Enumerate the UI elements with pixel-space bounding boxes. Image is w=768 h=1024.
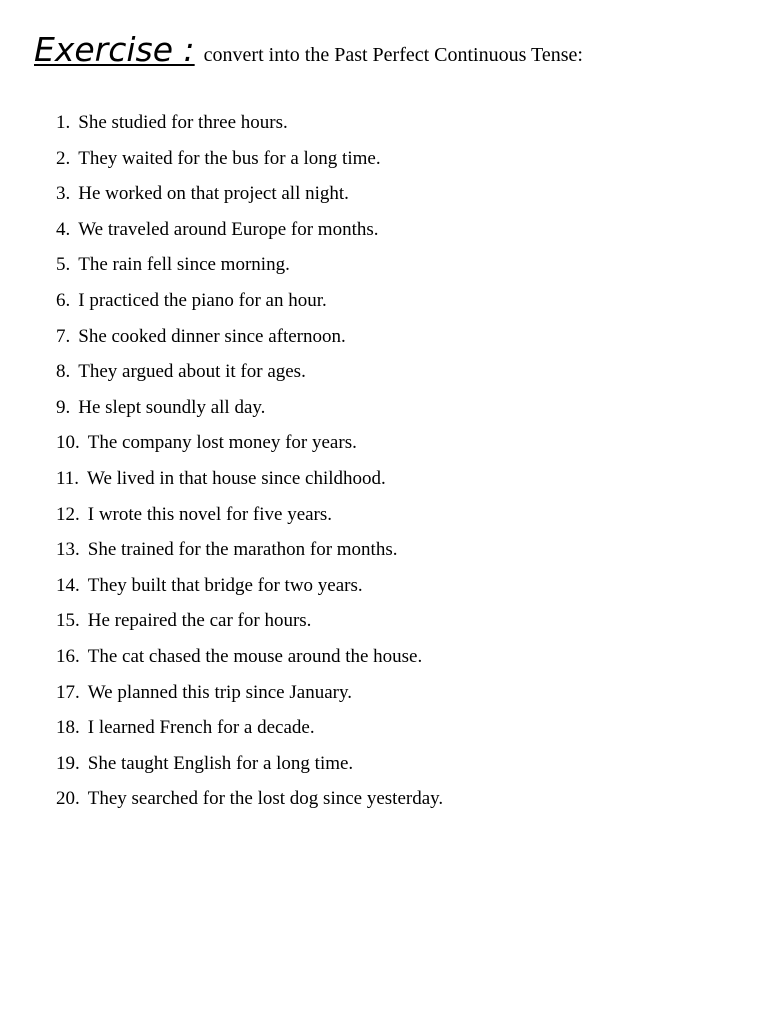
exercise-item-number: 5. [56, 254, 71, 276]
exercise-item-number: 8. [56, 361, 71, 383]
exercise-item-sentence: She taught English for a long time. [87, 752, 354, 774]
exercise-item-sentence: She studied for three hours. [78, 112, 288, 133]
exercise-item-number: 1. [56, 112, 71, 133]
exercise-item [56, 212, 443, 248]
exercise-item-sentence: The rain fell since morning. [78, 254, 290, 276]
exercise-item-sentence: They argued about it for ages. [78, 361, 306, 383]
exercise-item [56, 497, 443, 533]
exercise-item [56, 568, 443, 604]
exercise-item-number: 11. [56, 467, 80, 489]
exercise-item-sentence: We traveled around Europe for months. [78, 218, 379, 240]
exercise-item-number: 18. [56, 717, 80, 739]
exercise-item-number: 4. [56, 218, 71, 240]
exercise-item [56, 247, 443, 283]
exercise-item [56, 105, 443, 141]
exercise-item [56, 710, 443, 746]
exercise-item-number: 13. [56, 539, 80, 561]
exercise-item-sentence: We lived in that house since childhood. [87, 467, 386, 489]
exercise-item-sentence: I practiced the piano for an hour. [78, 289, 327, 311]
exercise-instruction: convert into the Past Perfect Continuous Tense: [203, 44, 583, 66]
exercise-item-number: 3. [56, 183, 71, 205]
exercise-item-number: 7. [56, 325, 71, 347]
exercise-item-sentence: He repaired the car for hours. [87, 610, 312, 632]
exercise-item-sentence: I wrote this novel for five years. [87, 503, 333, 525]
exercise-item-sentence: He slept soundly all day. [78, 396, 266, 418]
exercise-item-sentence: I learned French for a decade. [87, 717, 315, 739]
exercise-item-number: 19. [56, 752, 80, 774]
exercise-item [56, 425, 443, 461]
exercise-item-number: 14. [56, 574, 80, 596]
exercise-item-sentence: The company lost money for years. [87, 432, 357, 454]
exercise-item [56, 603, 443, 639]
exercise-item-sentence: They built that bridge for two years. [87, 574, 363, 596]
exercise-item-sentence: She trained for the marathon for months. [87, 539, 398, 561]
exercise-item [56, 354, 443, 390]
exercise-item [56, 141, 443, 177]
exercise-item [56, 176, 443, 212]
exercise-item [56, 390, 443, 426]
exercise-list [56, 105, 443, 817]
exercise-item-number: 2. [56, 147, 71, 169]
exercise-item-sentence: She cooked dinner since afternoon. [78, 325, 346, 347]
exercise-item-number: 17. [56, 681, 80, 703]
exercise-item [56, 781, 443, 817]
exercise-item [56, 639, 443, 675]
exercise-title: Exercise : [34, 30, 195, 69]
exercise-item [56, 319, 443, 355]
exercise-item-sentence: They waited for the bus for a long time. [78, 147, 381, 169]
exercise-item-number: 9. [56, 396, 71, 418]
exercise-item [56, 283, 443, 319]
exercise-item [56, 461, 443, 497]
exercise-item-number: 10. [56, 432, 80, 454]
exercise-heading [34, 30, 583, 69]
exercise-item-number: 20. [56, 788, 80, 810]
exercise-item-number: 6. [56, 289, 71, 311]
exercise-item-number: 12. [56, 503, 80, 525]
exercise-item-number: 16. [56, 645, 80, 667]
exercise-item [56, 532, 443, 568]
exercise-item-sentence: We planned this trip since January. [87, 681, 352, 703]
exercise-item [56, 746, 443, 782]
exercise-item-sentence: They searched for the lost dog since yesterday. [87, 788, 444, 810]
exercise-item-sentence: The cat chased the mouse around the house. [87, 645, 423, 667]
exercise-item [56, 675, 443, 711]
exercise-item-sentence: He worked on that project all night. [78, 183, 349, 205]
exercise-item-number: 15. [56, 610, 80, 632]
